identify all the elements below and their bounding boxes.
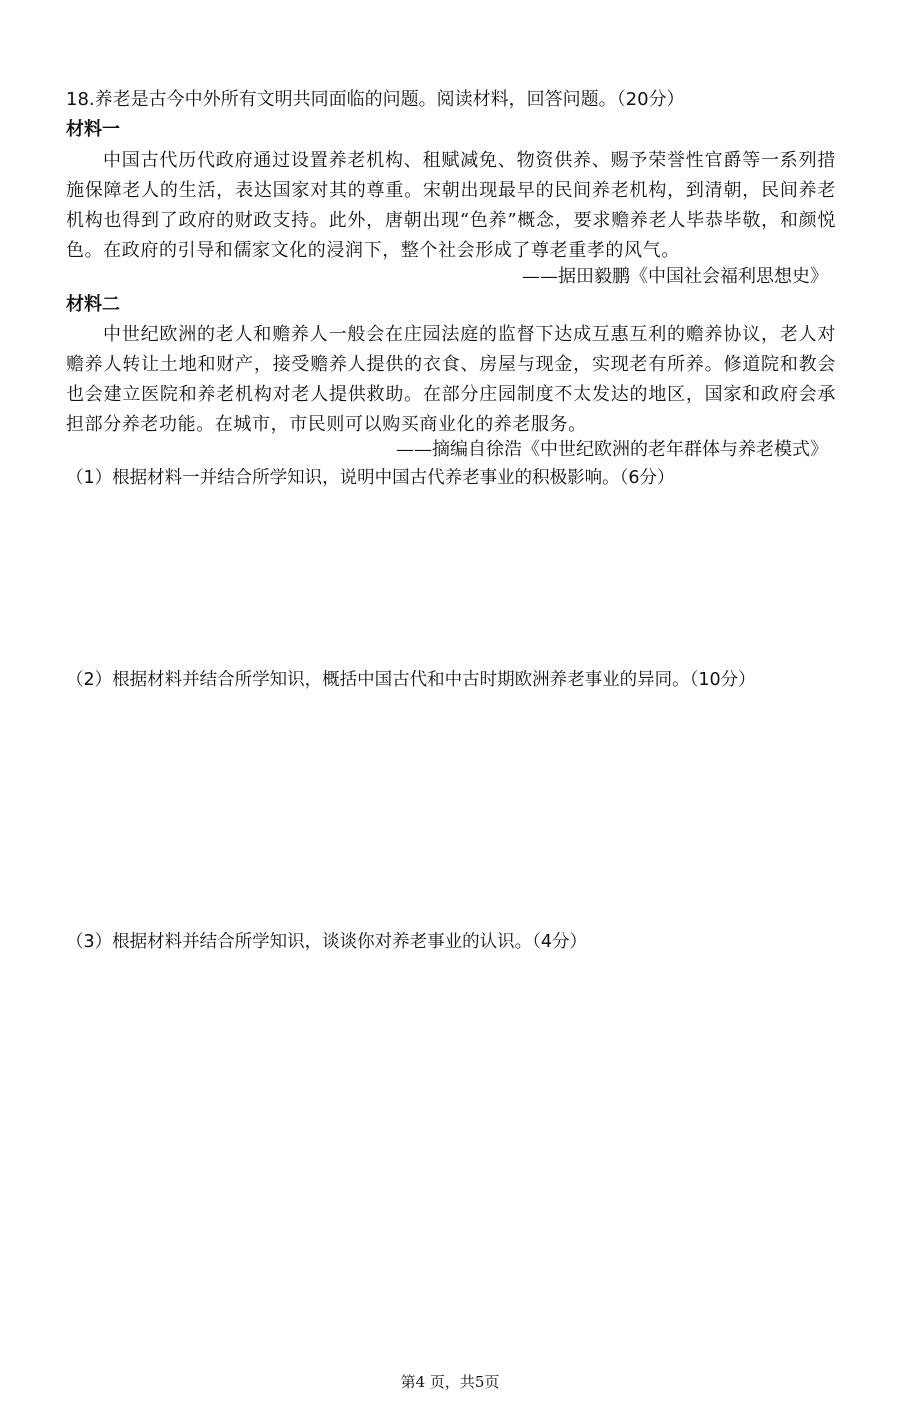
page-footer: 第4 页，共5页 — [400, 1373, 500, 1391]
material-two-source: ——摘编自徐浩《中世纪欧洲的老年群体与养老模式》 — [396, 439, 828, 460]
sub-question-3: （3）根据材料并结合所学知识，谈谈你对养老事业的认识。（4分） — [66, 932, 588, 952]
answer-area-3[interactable] — [66, 960, 836, 1360]
answer-area-2[interactable] — [66, 698, 836, 926]
material-one-source: ——据田毅鹏《中国社会福利思想史》 — [522, 266, 828, 287]
question-title: 18.养老是古今中外所有文明共同面临的问题。阅读材料，回答问题。（20分） — [66, 89, 685, 110]
material-one-label: 材料一 — [66, 119, 120, 140]
material-two-text: 中世纪欧洲的老人和赡养人一般会在庄园法庭的监督下达成互惠互利的赡养协议，老人对赡养人转让土地和财产，接受赡养人提供的衣食、房屋与现金，实现老有所养。修道院和教会也会建立医院和养老机构对老人提供救助。在部分庄园制度不太发达的地区，国家和政府会承担部分养老功能。在城市，市民则可以购买商业化的养老服务。 — [66, 324, 836, 435]
material-two-label: 材料二 — [66, 294, 120, 315]
material-one-text: 中国古代历代政府通过设置养老机构、租赋减免、物资供养、赐予荣誉性官爵等一系列措施保障老人的生活，表达国家对其的尊重。宋朝出现最早的民间养老机构，到清朝，民间养老机构也得到了政府的财政支持。此外，唐朝出现“色养”概念，要求赡养老人毕恭毕敬，和颜悦色。在政府的引导和儒家文化的浸润下，整个社会形成了尊老重孝的风气。 — [66, 150, 836, 261]
sub-question-2: （2）根据材料并结合所学知识，概括中国古代和中古时期欧洲养老事业的异同。（10分） — [66, 670, 756, 690]
answer-area-1[interactable] — [66, 496, 836, 666]
sub-question-1: （1）根据材料一并结合所学知识，说明中国古代养老事业的积极影响。（6分） — [66, 468, 675, 488]
